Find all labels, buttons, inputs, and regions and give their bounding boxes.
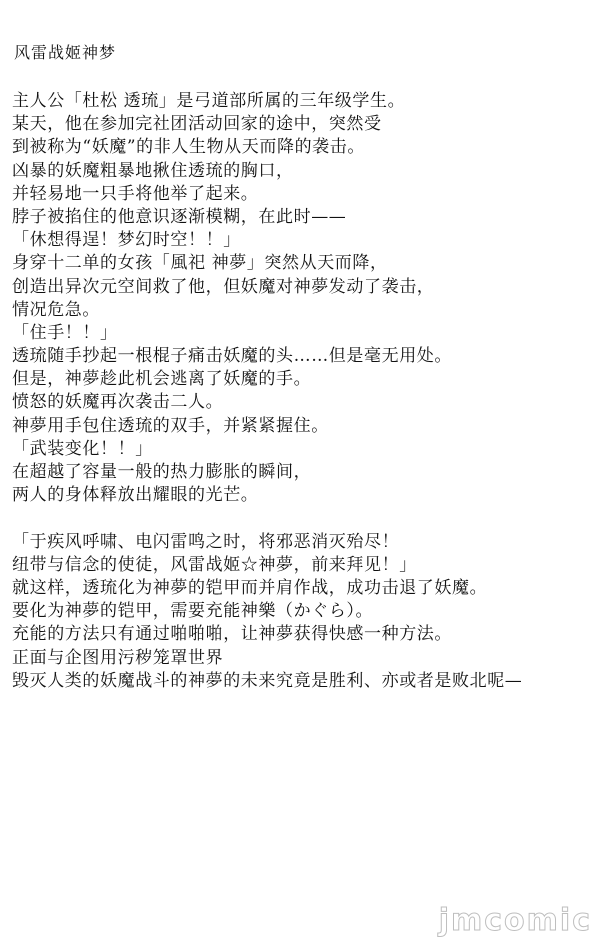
story-line: 透琉随手抄起一根棍子痛击妖魔的头……但是毫无用处。: [12, 346, 452, 367]
watermark: jmcomic: [438, 903, 592, 938]
story-line: 「住手！！」: [12, 322, 118, 343]
story-line: 要化为神夢的铠甲，需要充能神樂（かぐら）。: [12, 601, 374, 622]
story-line: 凶暴的妖魔粗暴地揪住透琉的胸口，: [12, 160, 294, 181]
story-line: 充能的方法只有通过啪啪啪，让神夢获得快感一种方法。: [12, 624, 452, 645]
story-line: 纽带与信念的使徒，风雷战姬☆神夢，前来拜见！」: [12, 554, 417, 575]
story-line: 神夢用手包住透琉的双手，并紧紧握住。: [12, 415, 329, 436]
story-line: 「休想得逞！梦幻时空！！」: [12, 230, 241, 251]
story-line: 「武装变化！！」: [12, 438, 153, 459]
story-line: 但是，神夢趁此机会逃离了妖魔的手。: [12, 369, 312, 390]
story-line: 主人公「杜松 透琉」是弓道部所属的三年级学生。: [12, 91, 406, 111]
story-line: 毁灭人类的妖魔战斗的神夢的未来究竟是胜利、亦或者是败北呢—: [12, 670, 523, 691]
story-line: 愤怒的妖魔再次袭击二人。: [12, 392, 224, 413]
blank-line: [12, 507, 600, 530]
story-line: 身穿十二单的女孩「風祀 神夢」突然从天而降，: [12, 253, 388, 274]
story-line: 情况危急。: [12, 299, 100, 320]
story-line: 就这样，透琉化为神夢的铠甲而并肩作战，成功击退了妖魔。: [12, 577, 488, 598]
story-line: 某天，他在参加完社团活动回家的途中，突然受: [12, 114, 382, 135]
page-title: 风雷战姬神梦: [14, 43, 117, 62]
story-line: 并轻易地一只手将他举了起来。: [12, 183, 259, 204]
story-line: 「于疾风呼啸、电闪雷鸣之时，将邪恶消灭殆尽！: [12, 531, 400, 552]
story-line: 在超越了容量一般的热力膨胀的瞬间，: [12, 462, 312, 482]
story-body: [12, 90, 600, 693]
story-line: 到被称为“妖魔”的非人生物从天而降的袭击。: [12, 137, 365, 158]
story-line: 脖子被掐住的他意识逐渐模糊，在此时——: [12, 206, 347, 227]
story-line: 创造出异次元空间救了他，但妖魔对神夢发动了袭击，: [12, 276, 435, 297]
story-line: 正面与企图用污秽笼罩世界: [12, 647, 224, 668]
story-line: 两人的身体释放出耀眼的光芒。: [12, 485, 259, 506]
